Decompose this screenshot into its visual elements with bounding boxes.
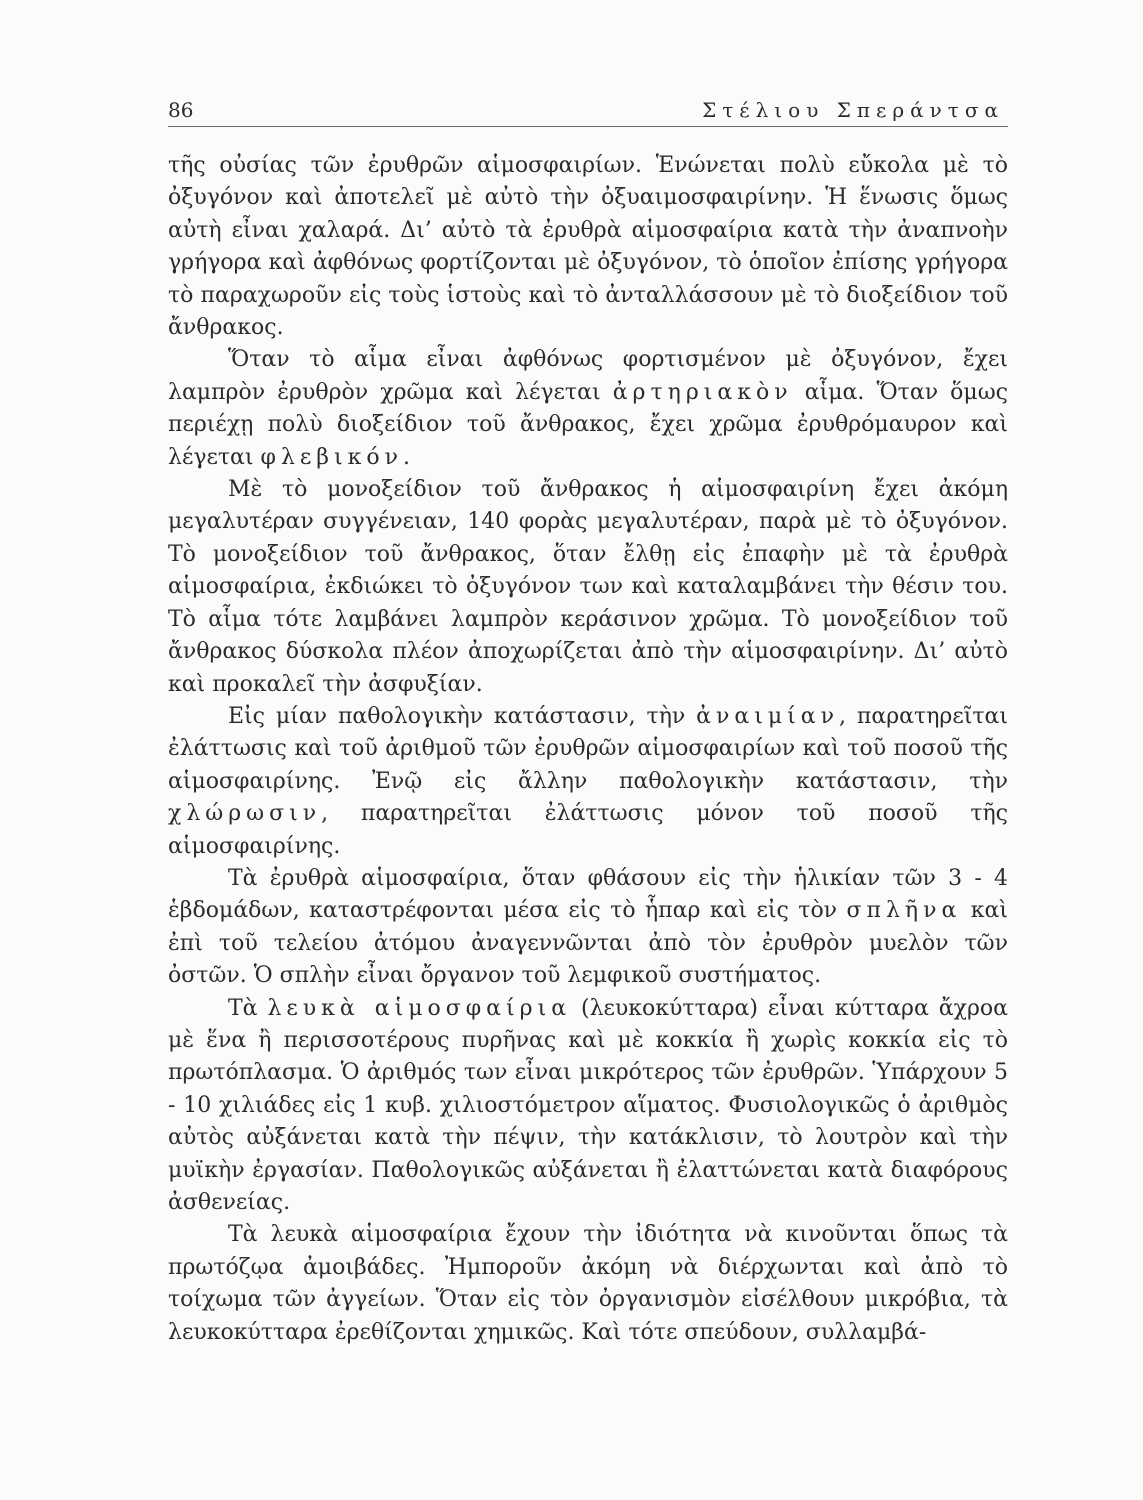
paragraph-text: (λευκοκύτταρα) εἶναι κύτταρα ἄχροα μὲ ἕνα ἢ περισσοτέρους πυρῆνας καὶ μὲ κοκκία ἢ χωρὶς κοκκία εἰς τὸ πρωτόπλασμα. Ὁ ἀριθμός των εἶναι μικρότερος τῶν ἐρυθρῶν. Ὑπάρχουν 5 - 10 χιλιάδες εἰς 1 κυβ. χιλιοστόμετρον αἵματος. Φυσιολογικῶς ὁ ἀριθμὸς αὐτὸς αὐξάνεται κατὰ τὴν πέψιν, τὴν κατάκλισιν, τὸ λουτρὸν καὶ τὴν μυϊκὴν ἐργασίαν. Παθολογικῶς αὐξάνεται ἢ ἐλαττώνεται κατὰ διαφόρους ἀσθενείας. bbox=[168, 995, 1008, 1215]
emphasized-term: φλεβικόν bbox=[260, 444, 404, 470]
paragraph-text: Ὅταν τὸ αἷμα εἶναι ἀφθόνως φορτισμένον μὲ ὀξυγόνον, ἔχει λαμπρὸν ἐρυθρὸν χρῶμα καὶ λέγεται bbox=[168, 347, 1008, 405]
paragraph-text: Τὰ bbox=[228, 995, 268, 1021]
emphasized-term: σπλῆνα bbox=[846, 898, 962, 924]
paragraph bbox=[168, 1219, 1008, 1349]
paragraph-text: Τὰ λευκὰ αἱμοσφαίρια ἔχουν τὴν ἰδιότητα νὰ κινοῦνται ὅπως τὰ πρωτόζῳα ἀμοιβάδες. Ἠμποροῦν ἀκόμη νὰ διέρχωνται καὶ ἀπὸ τὸ τοίχωμα τῶν ἀγγείων. Ὅταν εἰς τὸν ὀργανισμὸν εἰσέλθουν μικρόβια, τὰ λευκοκύτταρα ἐρεθίζονται χημικῶς. Καὶ τότε σπεύδουν, συλλαμβά- bbox=[168, 1222, 1008, 1345]
body-text bbox=[168, 150, 1008, 1349]
emphasized-term: ἀναιμίαν bbox=[696, 703, 840, 729]
paragraph-text: Εἰς μίαν παθολογικὴν κατάστασιν, τὴν bbox=[228, 703, 697, 729]
paragraph bbox=[168, 474, 1008, 701]
running-head-author: Στέλιου Σπεράντσα bbox=[702, 98, 1004, 122]
paragraph-text: Τὰ ἐρυθρὰ αἱμοσφαίρια, ὅταν φθάσουν εἰς τὴν ἡλικίαν τῶν 3 - 4 ἑβδομάδων, καταστρέφονται μέσα εἰς τὸ ἧπαρ καὶ εἰς τὸν bbox=[168, 865, 1008, 924]
emphasized-term: χλώρωσιν bbox=[168, 801, 322, 827]
paragraph-text: αἷμα. Ὅταν ὅμως περιέχῃ πολὺ διοξείδιον τοῦ ἄνθρακος, ἔχει χρῶμα ἐρυθρόμαυρον καὶ λέγεται bbox=[168, 379, 1008, 470]
paragraph bbox=[168, 701, 1008, 863]
paragraph bbox=[168, 993, 1008, 1220]
paragraph-text: τῆς οὐσίας τῶν ἐρυθρῶν αἱμοσφαιρίων. Ἑνώνεται πολὺ εὔκολα μὲ τὸ ὀξυγόνον καὶ ἀποτελεῖ μὲ αὐτὸ τὴν ὀξυαιμοσφαιρίνην. Ἡ ἕνωσις ὅμως αὐτὴ εἶναι χαλαρά. Δι’ αὐτὸ τὰ ἐρυθρὰ αἱμοσφαίρια κατὰ τὴν ἀναπνοὴν γρήγορα καὶ ἀφθόνως φορτίζονται μὲ ὀξυγόνον, τὸ ὁποῖον ἐπίσης γρήγορα τὸ παραχωροῦν εἰς τοὺς ἱστοὺς καὶ τὸ ἀνταλλάσσουν μὲ τὸ διοξείδιον τοῦ ἄνθρακος. bbox=[168, 153, 1008, 341]
paragraph-text: . bbox=[403, 444, 411, 470]
paragraph-text: καὶ ἐπὶ τοῦ τελείου ἀτόμου ἀναγεννῶνται ἀπὸ τὸν ἐρυθρὸν μυελὸν τῶν ὀστῶν. Ὁ σπλὴν εἶναι ὄργανον τοῦ λεμφικοῦ συστήματος. bbox=[168, 898, 1008, 989]
paragraph-text: , παρατηρεῖται ἐλάττωσις μόνον τοῦ ποσοῦ τῆς αἱμοσφαιρίνης. bbox=[168, 801, 1008, 859]
page-number: 86 bbox=[168, 98, 194, 122]
paragraph-text: , παρατηρεῖται ἐλάττωσις καὶ τοῦ ἀριθμοῦ τῶν ἐρυθρῶν αἱμοσφαιρίων καὶ τοῦ ποσοῦ τῆς αἱμοσφαιρίνης. Ἐνῷ εἰς ἄλλην παθολογικὴν κατάστασιν, τὴν bbox=[168, 703, 1008, 794]
page-header bbox=[168, 96, 1008, 127]
emphasized-term: λευκὰ αἱμοσφαίρια bbox=[267, 995, 572, 1021]
paragraph bbox=[168, 150, 1008, 344]
paragraph bbox=[168, 344, 1008, 474]
paragraph bbox=[168, 863, 1008, 993]
paragraph-text: Μὲ τὸ μονοξείδιον τοῦ ἄνθρακος ἡ αἱμοσφαιρίνη ἔχει ἀκόμη μεγαλυτέραν συγγένειαν, 140 φορὰς μεγαλυτέραν, παρὰ μὲ τὸ ὀξυγόνον. Τὸ μονοξείδιον τοῦ ἄνθρακος, ὅταν ἔλθῃ εἰς ἐπαφὴν μὲ τὰ ἐρυθρὰ αἱμοσφαίρια, ἐκδιώκει τὸ ὀξυγόνον των καὶ καταλαμβάνει τὴν θέσιν του. Τὸ αἷμα τότε λαμβάνει λαμπρὸν κεράσινον χρῶμα. Τὸ μονοξείδιον τοῦ ἄνθρακος δύσκολα πλέον ἀποχωρίζεται ἀπὸ τὴν αἱμοσφαιρίνην. Δι’ αὐτὸ καὶ προκαλεῖ τὴν ἀσφυξίαν. bbox=[168, 477, 1008, 697]
emphasized-term: ἀρτηριακὸν bbox=[612, 379, 793, 405]
